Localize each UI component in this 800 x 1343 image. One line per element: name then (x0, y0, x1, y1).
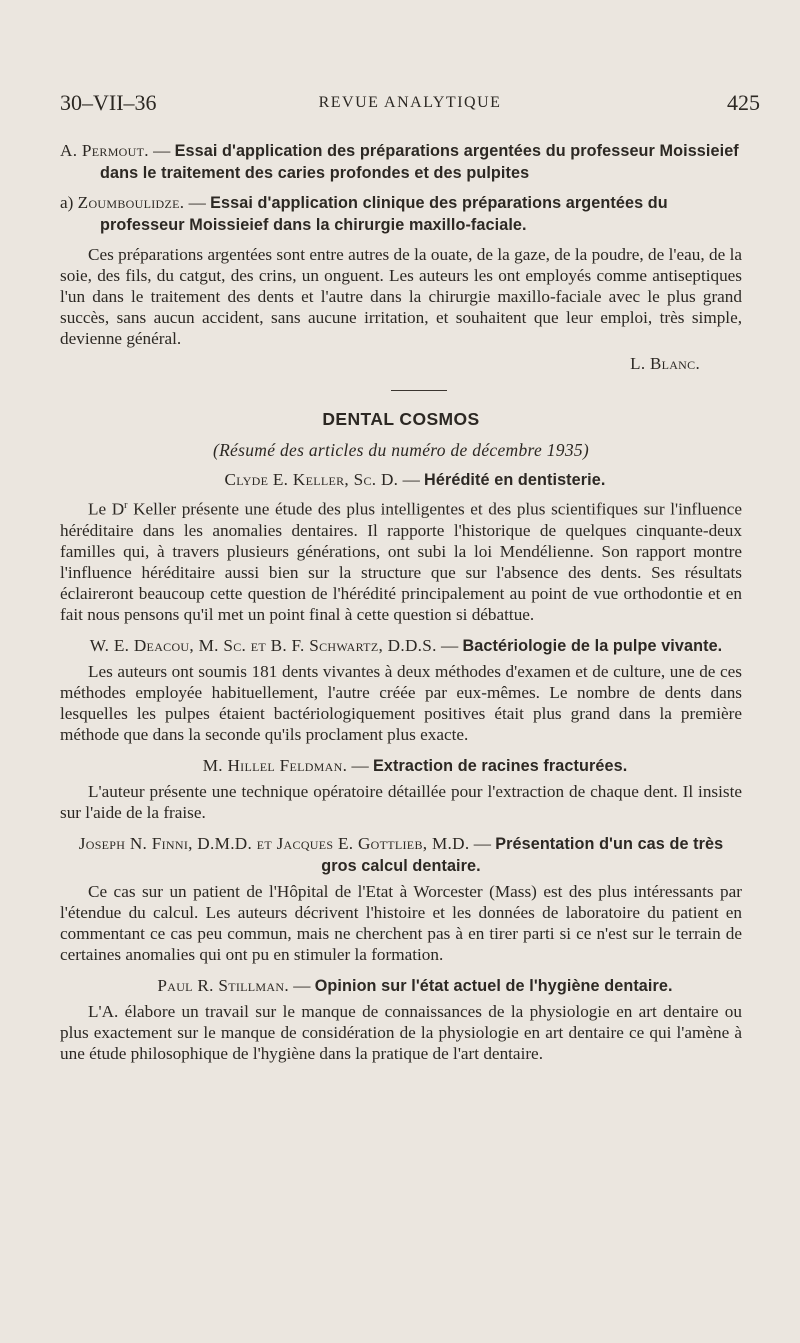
section-divider (391, 390, 447, 391)
article-title-4: Présentation d'un cas de très gros calcul dentaire. (321, 834, 724, 875)
article-title-1: Hérédité en dentisterie. (424, 471, 606, 489)
article-body-1: Le $D^r$ Keller présente une étude des plus intelligentes et des plus scientifiques sur l'influence héréditaire dans les anomalies dentaires. Il rapporte l'historique de quelques cinquante-deux familles qui, à travers plusieurs générations, ont subi la loi Mendélienne. Son rapport montre l'influence héréditaire aussi bien sur la structure que sur l'absence des dents. Ses résultats éclaireront beaucoup cette question de l'hérédité principalement au point de vue orthodontie et en fait nous pensons qu'il met un point final à cette question si débattue. (60, 499, 743, 624)
signature: L. Blanc. (630, 354, 700, 373)
article-body-5: L'A. élabore un travail sur le manque de connaissances de la physiologie en art dentaire ou plus exactement sur le manque de considération de la physiologie en art dentaire ce qui l'amène à une étude philosophique de l'hygiène dans la pratique de l'art dentaire. (60, 1001, 742, 1063)
article-title-2: Bactériologie de la pulpe vivante. (462, 636, 723, 655)
section-title: DENTAL COSMOS (322, 409, 480, 429)
article-author-5: Paul R. Stillman. (157, 975, 289, 995)
article-heading-1: Clyde E. Keller, Sc. D. — Hérédité en dentisterie. (224, 470, 606, 489)
article-body-2: Les auteurs ont soumis 181 dents vivantes à deux méthodes d'examen et de culture, une de ces méthodes employée habituellement, l'autre créée par eux-mêmes. Le nombre de dents dans lesquelles les pulpes étaient bactériologiquement positives était plus grand dans la première méthode que dans la seconde qu'ils proclament plus exacte. (60, 661, 742, 744)
article-author-2: W. E. Deacou, M. Sc. et B. F. Schwartz, D.D.S. (89, 635, 437, 655)
section-subtitle: (Résumé des articles du numéro de décembre 1935) (212, 440, 590, 460)
review-heading-1: A. Permout. — Essai d'application des préparations argentées du professeur Moissieief dans le traitement des caries profondes et des pulpites (60, 141, 739, 182)
running-header (60, 90, 760, 120)
article-body-3: L'auteur présente une technique opératoire détaillée pour l'extraction de chaque dent. Il insiste sur l'aide de la fraise. (60, 781, 742, 822)
page-number: 425 (727, 90, 760, 115)
article-heading-4: Joseph N. Finni, D.M.D. et Jacques E. Gottlieb, M.D. — Présentation d'un cas de très gros calcul dentaire. (78, 833, 724, 875)
article-heading-3: M. Hillel Feldman. — Extraction de racines fracturées. (202, 755, 628, 775)
article-body-4: Ce cas sur un patient de l'Hôpital de l'Etat à Worcester (Mass) est des plus intéressants par l'étendue du calcul. Les auteurs décrivent l'histoire et les données de laboratoire du patient en commentant ce cas peu commun, mais ne cherchent pas à en tirer parti si ce n'est sur le terrain de certaines anomalies qui ont pu en stimuler la formation. (60, 881, 742, 964)
article-author-3: M. Hillel Feldman. (202, 755, 348, 775)
article-author-4: Joseph N. Finni, D.M.D. et Jacques E. Gottlieb, M.D. (78, 833, 470, 853)
review-title-2: Essai d'application clinique des préparations argentées du professeur Moissieief dans la chirurgie maxillo-faciale. (100, 194, 668, 234)
review-title-1: Essai d'application des préparations argentées du professeur Moissieief dans le traitement des caries profondes et des pulpites (100, 142, 739, 182)
review-author-1: A. Permout. (60, 141, 149, 160)
header-title: REVUE ANALYTIQUE (318, 94, 502, 111)
article-heading-5: Paul R. Stillman. — Opinion sur l'état actuel de l'hygiène dentaire. (157, 975, 673, 995)
review-body: Ces préparations argentées sont entre autres de la ouate, de la gaze, de la poudre, de l'eau, de la soie, des fils, du catgut, des crins, un onguent. Les auteurs les ont employés comme antiseptiques l'un dans le traitement des dents et l'autre dans la chirurgie maxillo-faciale avec le plus grand succès, sans aucun accident, sans aucune irritation, et souhaitent que leur emploi, très simple, devienne général. (60, 245, 742, 348)
article-title-3: Extraction de racines fracturées. (372, 756, 628, 775)
review-author-2: Zoumboulidze. (77, 193, 185, 212)
article-author-1: Clyde E. Keller, Sc. D. (224, 470, 399, 489)
review-heading-2: a) Zoumboulidze. — Essai d'application clinique des préparations argentées du professeur Moissieief dans la chirurgie maxillo-faciale. (60, 193, 668, 234)
header-date: 30–VII–36 (60, 90, 157, 115)
article-heading-2: W. E. Deacou, M. Sc. et B. F. Schwartz, D.D.S. — Bactériologie de la pulpe vivante. (89, 635, 723, 655)
page-content (60, 140, 742, 1064)
review-prefix-2: a) (60, 193, 74, 212)
article-title-5: Opinion sur l'état actuel de l'hygiène dentaire. (314, 976, 673, 995)
